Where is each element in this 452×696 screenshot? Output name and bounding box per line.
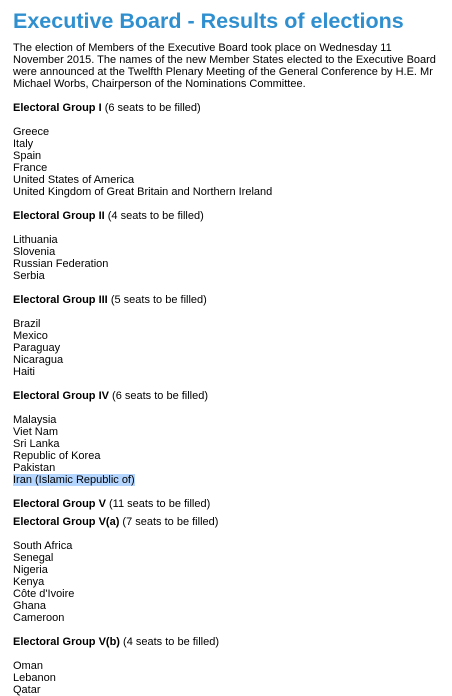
group-heading bbox=[13, 102, 445, 114]
member-state bbox=[13, 660, 445, 672]
member-state-name: Brazil bbox=[13, 318, 41, 330]
electoral-group bbox=[13, 210, 445, 282]
member-state bbox=[13, 270, 445, 282]
member-list bbox=[13, 234, 445, 282]
group-heading bbox=[13, 516, 445, 528]
electoral-group bbox=[13, 498, 445, 510]
page-content bbox=[13, 6, 445, 696]
member-state-name: Lebanon bbox=[13, 672, 56, 684]
member-state-name: Malaysia bbox=[13, 414, 57, 426]
member-state-name: Nicaragua bbox=[13, 354, 64, 366]
member-list bbox=[13, 540, 445, 624]
member-state-name: Slovenia bbox=[13, 246, 56, 258]
group-name: Electoral Group V(b) bbox=[13, 636, 120, 648]
member-state bbox=[13, 330, 445, 342]
member-state bbox=[13, 564, 445, 576]
member-state bbox=[13, 162, 445, 174]
electoral-group bbox=[13, 636, 445, 696]
member-state-name: Greece bbox=[13, 126, 50, 138]
selected-text: Iran (Islamic Republic of) bbox=[13, 474, 135, 486]
group-heading bbox=[13, 390, 445, 402]
member-state bbox=[13, 150, 445, 162]
electoral-group bbox=[13, 516, 445, 624]
group-name: Electoral Group III bbox=[13, 294, 108, 306]
member-state bbox=[13, 426, 445, 438]
group-name: Electoral Group I bbox=[13, 102, 102, 114]
member-state bbox=[13, 552, 445, 564]
member-state-name: Oman bbox=[13, 660, 43, 672]
member-state-name: Senegal bbox=[13, 552, 54, 564]
group-name: Electoral Group IV bbox=[13, 390, 109, 402]
member-state-name: Nigeria bbox=[13, 564, 48, 576]
member-state-name: Haiti bbox=[13, 366, 36, 378]
group-name: Electoral Group V(a) bbox=[13, 516, 120, 528]
member-list bbox=[13, 660, 445, 696]
member-state-name: Ghana bbox=[13, 600, 47, 612]
member-state bbox=[13, 354, 445, 366]
group-heading bbox=[13, 636, 445, 648]
member-state bbox=[13, 474, 445, 486]
member-list bbox=[13, 414, 445, 486]
member-state-name: Italy bbox=[13, 138, 34, 150]
group-heading bbox=[13, 294, 445, 306]
member-state-name: Spain bbox=[13, 150, 42, 162]
group-seats: (6 seats to be filled) bbox=[112, 390, 209, 402]
member-state-name: Viet Nam bbox=[13, 426, 59, 438]
member-state bbox=[13, 258, 445, 270]
member-state bbox=[13, 462, 445, 474]
member-state-name: Paraguay bbox=[13, 342, 61, 354]
member-state-name: Lithuania bbox=[13, 234, 58, 246]
member-state-name: Kenya bbox=[13, 576, 45, 588]
member-state-name: United Kingdom of Great Britain and Northern Ireland bbox=[13, 186, 273, 198]
member-state-name: Côte d'Ivoire bbox=[13, 588, 75, 600]
member-state bbox=[13, 138, 445, 150]
member-state-name: South Africa bbox=[13, 540, 73, 552]
member-state bbox=[13, 672, 445, 684]
group-name: Electoral Group V bbox=[13, 498, 106, 510]
electoral-groups bbox=[13, 102, 445, 696]
member-state bbox=[13, 186, 445, 198]
member-state-name: France bbox=[13, 162, 48, 174]
member-state-name: Mexico bbox=[13, 330, 48, 342]
member-state-name: Pakistan bbox=[13, 462, 56, 474]
member-state-name: Qatar bbox=[13, 684, 41, 696]
group-seats: (4 seats to be filled) bbox=[123, 636, 220, 648]
electoral-group bbox=[13, 102, 445, 198]
member-state bbox=[13, 318, 445, 330]
electoral-group bbox=[13, 390, 445, 486]
member-state bbox=[13, 600, 445, 612]
member-state bbox=[13, 588, 445, 600]
group-heading bbox=[13, 210, 445, 222]
member-state bbox=[13, 366, 445, 378]
group-name: Electoral Group II bbox=[13, 210, 105, 222]
intro-paragraph: The election of Members of the Executive Board took place on Wednesday 11 November 2015. The names of the new Member States elected to the Executive Board were announced at the Twelfth Plenary Meeting of the General Conference by H.E. Mr Michael Worbs, Chairperson of the Nominations Committee. bbox=[13, 42, 436, 90]
member-list bbox=[13, 318, 445, 378]
group-seats: (5 seats to be filled) bbox=[110, 294, 207, 306]
member-state bbox=[13, 246, 445, 258]
member-state bbox=[13, 684, 445, 696]
member-state bbox=[13, 342, 445, 354]
member-state-name: Serbia bbox=[13, 270, 45, 282]
member-state bbox=[13, 126, 445, 138]
member-state bbox=[13, 174, 445, 186]
member-state-name: Republic of Korea bbox=[13, 450, 101, 462]
member-state-name: United States of America bbox=[13, 174, 135, 186]
member-state bbox=[13, 450, 445, 462]
member-state-name: Cameroon bbox=[13, 612, 65, 624]
member-state bbox=[13, 234, 445, 246]
group-seats: (11 seats to be filled) bbox=[108, 498, 211, 510]
page-title: Executive Board - Results of elections bbox=[13, 9, 404, 33]
member-state-name: Sri Lanka bbox=[13, 438, 60, 450]
group-seats: (6 seats to be filled) bbox=[104, 102, 201, 114]
group-seats: (7 seats to be filled) bbox=[122, 516, 219, 528]
member-list bbox=[13, 126, 445, 198]
group-heading bbox=[13, 498, 445, 510]
member-state bbox=[13, 540, 445, 552]
member-state bbox=[13, 612, 445, 624]
member-state-name: Russian Federation bbox=[13, 258, 109, 270]
member-state bbox=[13, 576, 445, 588]
member-state bbox=[13, 438, 445, 450]
electoral-group bbox=[13, 294, 445, 378]
member-state bbox=[13, 414, 445, 426]
group-seats: (4 seats to be filled) bbox=[107, 210, 204, 222]
